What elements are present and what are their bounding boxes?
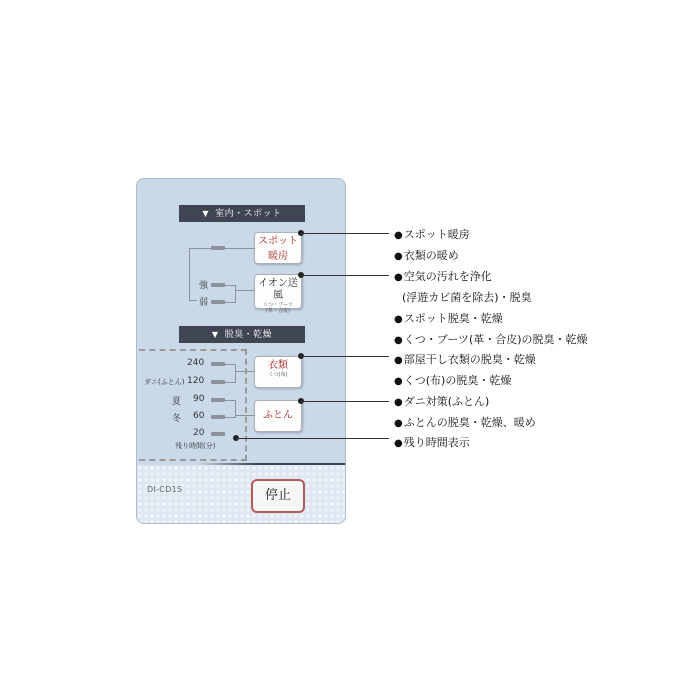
callout-mite: ● ダニ対策(ふとん) <box>394 393 489 409</box>
timer-indicator-90 <box>211 398 225 402</box>
callout-remaining-time: ● 残り時間表示 <box>394 434 470 450</box>
clothes-button[interactable]: 衣類 くつ(布) <box>254 356 302 388</box>
timer-value-90: 90 <box>193 394 205 404</box>
stop-button[interactable]: 停止 <box>251 479 305 513</box>
connector-line <box>235 290 254 291</box>
connector-line <box>235 364 236 383</box>
connector-line <box>225 417 235 418</box>
section-header-room-spot: ▼ 室内・スポット <box>179 205 305 222</box>
connector-line <box>225 302 235 303</box>
timer-indicator-240 <box>211 362 225 366</box>
section-header-deodorize-dry: ▼ 脱臭・乾燥 <box>179 326 305 343</box>
callout-boots: ● くつ・ブーツ(革・合皮)の脱臭・乾燥 <box>394 331 588 347</box>
connector-line <box>235 371 254 372</box>
connector-line <box>225 382 235 383</box>
remaining-time-label: 残り時間(分) <box>175 442 216 450</box>
callout-room-dry-clothes: ● 部屋干し衣類の脱臭・乾燥 <box>394 351 536 367</box>
summer-label: 夏 <box>172 397 182 407</box>
spot-heat-indicator <box>211 246 225 250</box>
strong-label: 強 <box>199 281 209 291</box>
callout-spot-heat: ● スポット暖房 <box>394 226 470 242</box>
mite-futon-label: ダニ(ふとん) <box>144 378 185 386</box>
futon-button[interactable]: ふとん <box>254 400 302 432</box>
connector-line <box>225 248 254 249</box>
callout-line <box>301 275 389 276</box>
connector-line <box>235 285 236 303</box>
callout-purify-air: ● 空気の汚れを浄化 <box>394 268 492 284</box>
callout-line <box>301 401 389 402</box>
connector-line <box>189 300 197 301</box>
strong-indicator <box>211 283 225 287</box>
winter-label: 冬 <box>172 414 182 424</box>
callout-spot-deodorize: ● スポット脱臭・乾燥 <box>394 310 503 326</box>
connector-line <box>235 415 254 416</box>
timer-indicator-120 <box>211 380 225 384</box>
timer-indicator-60 <box>211 415 225 419</box>
connector-line <box>225 364 235 365</box>
ion-wind-button[interactable]: イオン送風 くつ・ブーツ (革・合皮) <box>254 274 302 309</box>
timer-value-60: 60 <box>193 411 205 421</box>
model-number: DI-CD1S <box>147 485 183 494</box>
callout-purify-air-detail: (浮遊カビ菌を除去)・脱臭 <box>402 291 532 304</box>
weak-label: 弱 <box>199 298 209 308</box>
plasmacluster-icon: ▼ <box>211 330 219 339</box>
spot-heat-button[interactable]: スポット 暖房 <box>254 232 302 264</box>
weak-indicator <box>211 300 225 304</box>
timer-value-120: 120 <box>187 376 205 386</box>
callout-line <box>236 438 389 439</box>
timer-value-20: 20 <box>193 428 205 438</box>
connector-line <box>189 248 211 249</box>
callout-line <box>301 356 389 357</box>
callout-clothes-warm: ● 衣類の暖め <box>394 247 459 263</box>
callout-cloth-shoes: ● くつ(布)の脱臭・乾燥 <box>394 372 511 388</box>
connector-line <box>189 248 190 300</box>
connector-line <box>225 285 235 286</box>
panel-bottom-mesh <box>137 465 345 523</box>
timer-indicator-20 <box>211 432 225 436</box>
timer-value-240: 240 <box>187 358 205 368</box>
callout-futon: ● ふとんの脱臭・乾燥、暖め <box>394 414 536 430</box>
connector-line <box>225 400 235 401</box>
control-panel <box>136 178 346 524</box>
plasmacluster-icon: ▼ <box>202 209 210 218</box>
callout-line <box>301 233 389 234</box>
